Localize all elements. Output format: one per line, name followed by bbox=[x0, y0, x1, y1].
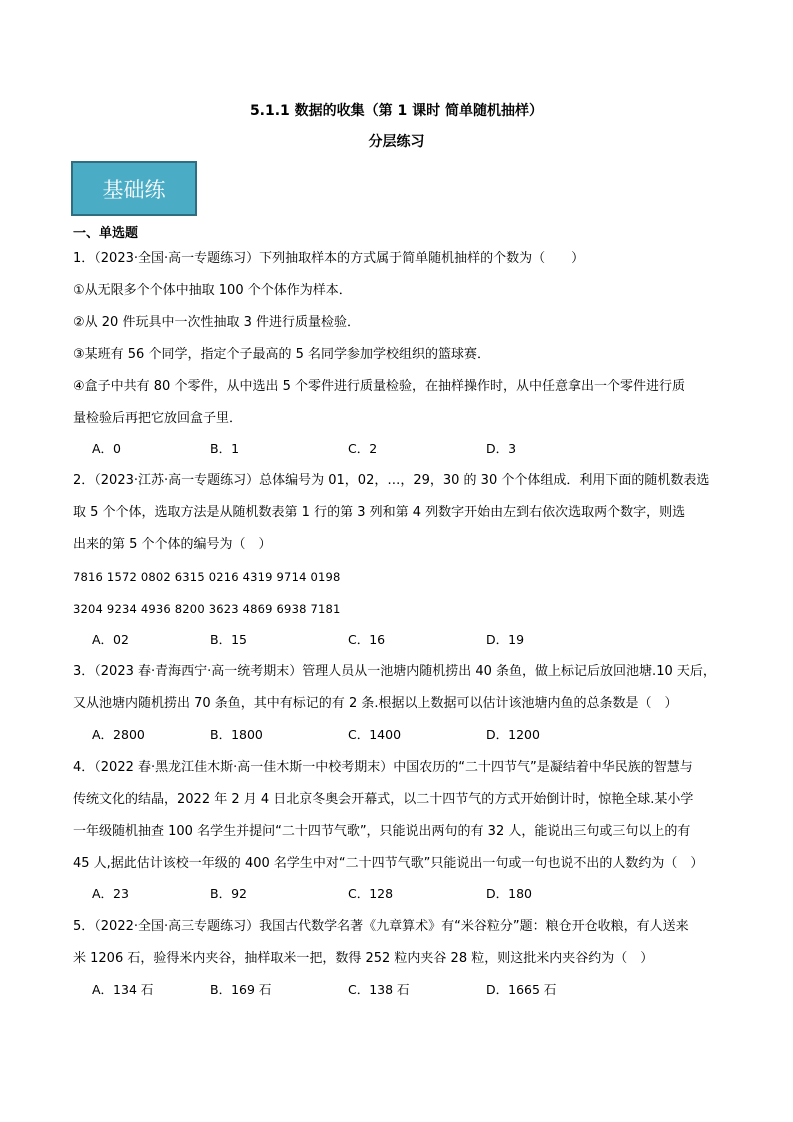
question-1-option-d: D．3 bbox=[486, 441, 517, 456]
question-1-line-3: ②从 20 件玩具中一次性抽取 3 件进行质量检验． bbox=[73, 315, 360, 330]
question-1-option-c: C．2 bbox=[348, 441, 378, 456]
page-title: 5.1.1 数据的收集（第 1 课时 简单随机抽样） bbox=[249, 103, 544, 119]
question-5-option-c: C．138 石 bbox=[348, 982, 410, 997]
level-badge: 基础练 bbox=[71, 161, 197, 216]
question-5-option-b: B．169 石 bbox=[210, 982, 272, 997]
question-1-line-4: ③某班有 56 个同学，指定个子最高的 5 名同学参加学校组织的篮球赛． bbox=[73, 347, 490, 362]
question-1-line-5: ④盒子中共有 80 个零件，从中选出 5 个零件进行质量检验，在抽样操作时，从中任意拿出一个零件进行质 bbox=[73, 379, 685, 394]
question-2-option-b: B．15 bbox=[210, 632, 247, 647]
question-1-option-a: A．0 bbox=[92, 441, 122, 456]
question-3-option-c: C．1400 bbox=[348, 727, 402, 742]
question-4-line-3: 一年级随机抽查 100 名学生并提问“二十四节气歌”，只能说出两句的有 32 人，能说出三句或三句以上的有 bbox=[73, 824, 691, 839]
question-5-line-1: 5．（2022·全国·高三专题练习）我国古代数学名著《九章算术》有“米谷粒分”题：粮仓开仓收粮，有人送来 bbox=[73, 919, 689, 934]
question-4-line-4: 45 人,据此估计该校一年级的 400 名学生中对“二十四节气歌”只能说出一句或一句也说不出的人数约为（ ） bbox=[73, 856, 704, 871]
question-1-line-6: 量检验后再把它放回盒子里． bbox=[73, 411, 243, 426]
question-3-line-1: 3．（2023 春·青海西宁·高一统考期末）管理人员从一池塘内随机捞出 40 条鱼，做上标记后放回池塘.10 天后， bbox=[73, 664, 716, 679]
question-2-line-3: 出来的第 5 个个体的编号为（ ） bbox=[73, 537, 272, 552]
question-4-option-d: D．180 bbox=[486, 886, 532, 901]
question-3-line-2: 又从池塘内随机捞出 70 条鱼，其中有标记的有 2 条.根据以上数据可以估计该池塘内鱼的总条数是（ ） bbox=[73, 696, 678, 711]
question-4-line-1: 4．（2022 春·黑龙江佳木斯·高一佳木斯一中校考期末）中国农历的“二十四节气”是凝结着中华民族的智慧与 bbox=[73, 760, 693, 775]
question-2-option-d: D．19 bbox=[486, 632, 525, 647]
question-2-line-2: 取 5 个个体，选取方法是从随机数表第 1 行的第 3 列和第 4 列数字开始由左到右依次选取两个数字，则选 bbox=[73, 505, 686, 520]
question-4-option-a: A．23 bbox=[92, 886, 129, 901]
question-4-option-b: B．92 bbox=[210, 886, 247, 901]
question-3-option-d: D．1200 bbox=[486, 727, 540, 742]
page-subtitle: 分层练习 bbox=[368, 134, 425, 150]
question-2-option-c: C．16 bbox=[348, 632, 386, 647]
question-4-line-2: 传统文化的结晶，2022 年 2 月 4 日北京冬奥会开幕式，以二十四节气的方式开始倒计时，惊艳全球.某小学 bbox=[73, 792, 694, 807]
question-3-option-a: A．2800 bbox=[92, 727, 145, 742]
question-5-option-d: D．1665 石 bbox=[486, 982, 557, 997]
question-1-line-1: 1．（2023·全国·高一专题练习）下列抽取样本的方式属于简单随机抽样的个数为（ ） bbox=[73, 251, 585, 266]
question-3-option-b: B．1800 bbox=[210, 727, 263, 742]
question-5-line-2: 米 1206 石，验得米内夹谷，抽样取米一把，数得 252 粒内夹谷 28 粒，则这批米内夹谷约为（ ） bbox=[73, 951, 654, 966]
question-2-option-a: A．02 bbox=[92, 632, 129, 647]
question-4-option-c: C．128 bbox=[348, 886, 394, 901]
question-1-option-b: B．1 bbox=[210, 441, 240, 456]
random-table-row-1: 7816 1572 0802 6315 0216 4319 9714 0198 bbox=[73, 570, 341, 584]
section-heading: 一、单选题 bbox=[73, 226, 139, 241]
question-2-line-1: 2．（2023·江苏·高一专题练习）总体编号为 01，02，…，29，30 的 30 个个体组成．利用下面的随机数表选 bbox=[73, 473, 710, 488]
random-table-row-2: 3204 9234 4936 8200 3623 4869 6938 7181 bbox=[73, 602, 341, 616]
question-1-line-2: ①从无限多个个体中抽取 100 个个体作为样本． bbox=[73, 283, 352, 298]
question-5-option-a: A．134 石 bbox=[92, 982, 154, 997]
